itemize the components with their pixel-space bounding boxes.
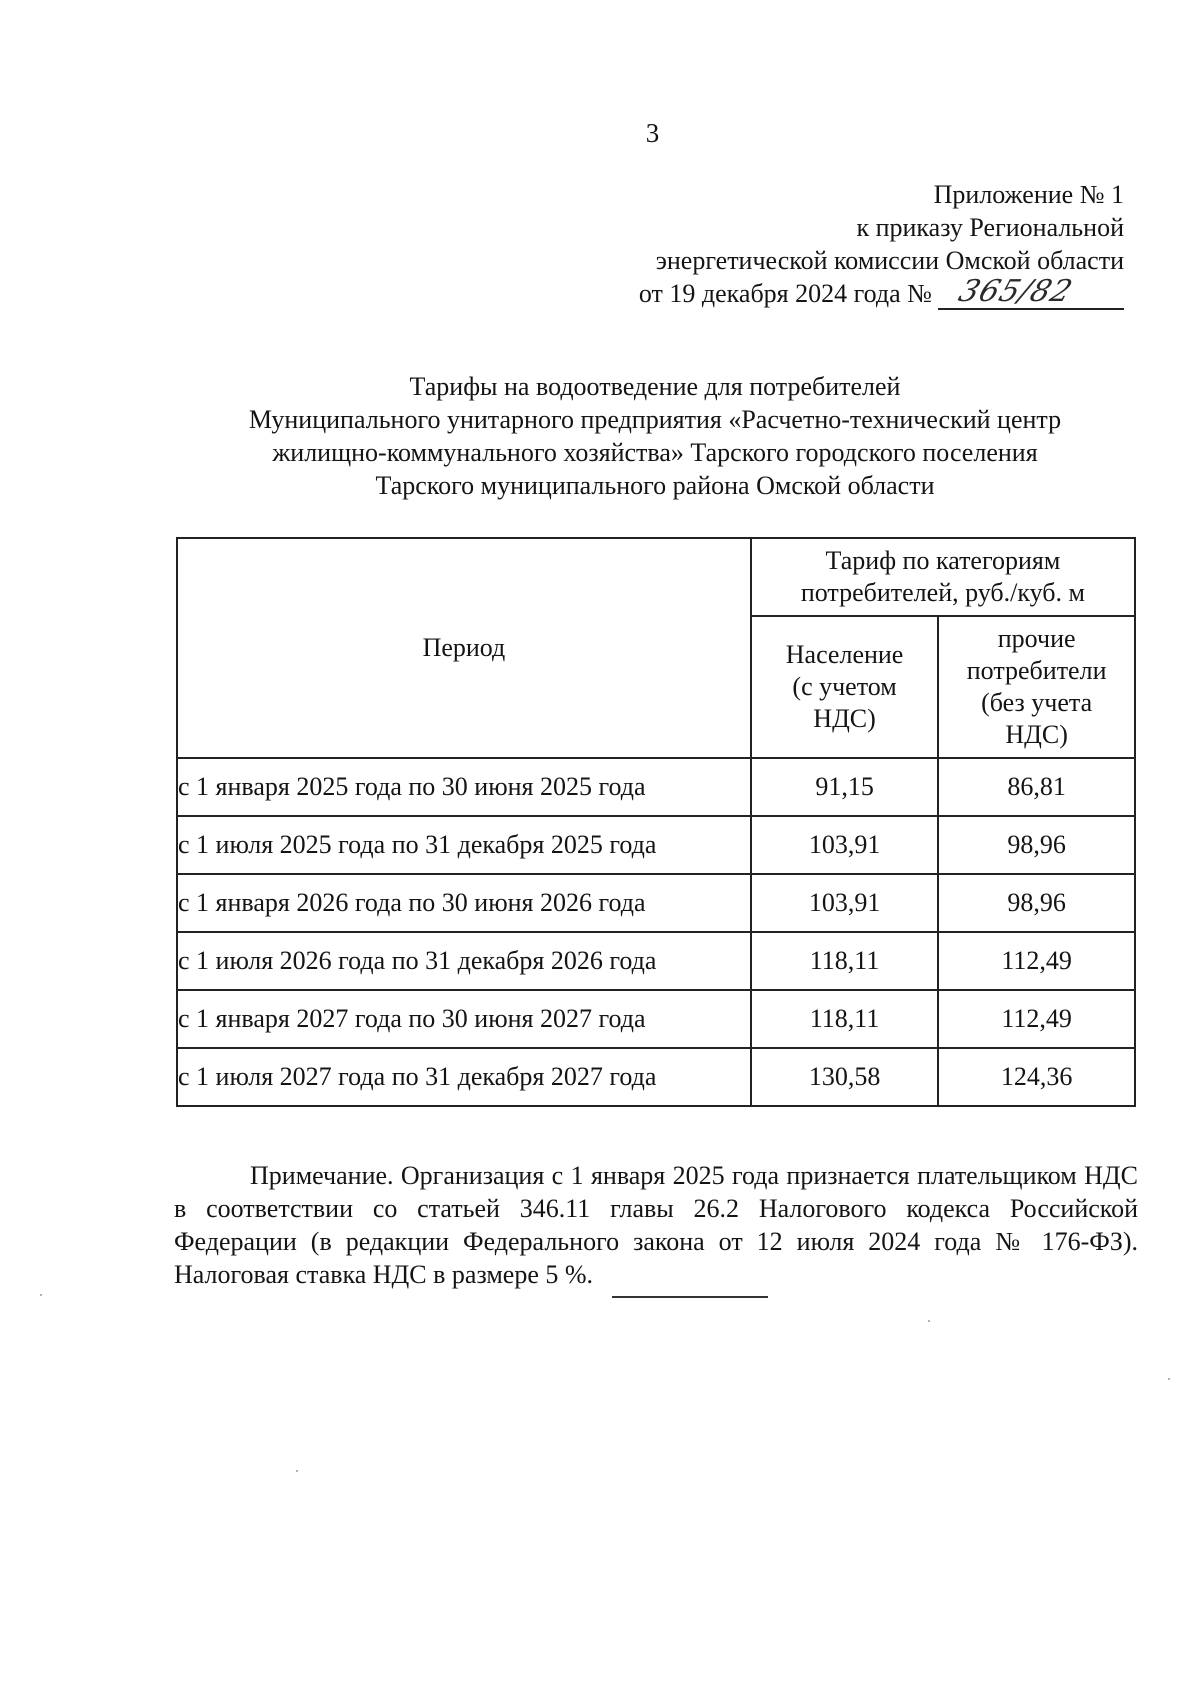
row-others-tariff: 124,36 (938, 1048, 1135, 1106)
row-period: с 1 июля 2027 года по 31 декабря 2027 года (177, 1048, 751, 1106)
header-tariff-group (751, 538, 1135, 616)
title-line-4: Тарского муниципального района Омской области (375, 471, 935, 500)
row-population-tariff: 103,91 (751, 816, 938, 874)
title-line-2: Муниципального унитарного предприятия «Расчетно-технический центр (248, 405, 1062, 434)
row-others-tariff: 86,81 (938, 758, 1135, 816)
appendix-title: Приложение № 1 (933, 180, 1124, 209)
table-row (177, 1048, 1135, 1106)
row-population-tariff: 118,11 (751, 990, 938, 1048)
row-population-tariff: 130,58 (751, 1048, 938, 1106)
tariff-table (176, 537, 1136, 1107)
table-row (177, 932, 1135, 990)
row-period: с 1 января 2027 года по 30 июня 2027 года (177, 990, 751, 1048)
row-others-tariff: 98,96 (938, 874, 1135, 932)
row-others-tariff: 98,96 (938, 816, 1135, 874)
appendix-header (639, 178, 1124, 310)
row-period: с 1 января 2025 года по 30 июня 2025 года (177, 758, 751, 816)
document-title (150, 370, 1160, 502)
header-population (751, 616, 938, 758)
header-tariff-group-text: Тариф по категориям потребителей, руб./куб. м (800, 546, 1085, 607)
appendix-order-ref: к приказу Региональной (856, 213, 1124, 242)
row-others-tariff: 112,49 (938, 932, 1135, 990)
scan-speck (1168, 1378, 1170, 1380)
table-row (177, 758, 1135, 816)
header-others (938, 616, 1135, 758)
table-row (177, 990, 1135, 1048)
order-number-field (938, 274, 1124, 310)
table-row (177, 874, 1135, 932)
scan-speck (40, 1294, 42, 1296)
row-period: с 1 июля 2025 года по 31 декабря 2025 года (177, 816, 751, 874)
table-row (177, 816, 1135, 874)
handwritten-order-number: 365/82 (954, 274, 1078, 309)
row-period: с 1 января 2026 года по 30 июня 2026 года (177, 874, 751, 932)
end-divider (612, 1296, 768, 1298)
row-population-tariff: 103,91 (751, 874, 938, 932)
appendix-date-line (638, 274, 1124, 310)
header-others-text: прочие потребители (без учета НДС) (966, 624, 1107, 749)
page-number: 3 (645, 118, 660, 148)
scan-speck (296, 1470, 298, 1472)
title-line-1: Тарифы на водоотведение для потребителей (409, 372, 901, 401)
scan-speck (928, 1320, 930, 1322)
header-period: Период (177, 538, 751, 758)
row-population-tariff: 91,15 (751, 758, 938, 816)
row-population-tariff: 118,11 (751, 932, 938, 990)
appendix-date: от 19 декабря 2024 года № (638, 279, 932, 308)
note-paragraph: Примечание. Организация с 1 января 2025 года признается плательщиком НДС в соответствии со статьей 346.11 главы 26.2 Налогового кодекса Российской Федерации (в редакции Федерального закона от 12 июля 2024 года № 176-ФЗ). Налоговая ставка НДС в размере 5 %. (174, 1161, 1138, 1289)
appendix-commission: энергетической комиссии Омской области (655, 246, 1124, 275)
row-others-tariff: 112,49 (938, 990, 1135, 1048)
title-line-3: жилищно-коммунального хозяйства» Тарского городского поселения (272, 438, 1038, 467)
header-population-text: Население (с учетом НДС) (785, 640, 904, 733)
row-period: с 1 июля 2026 года по 31 декабря 2026 года (177, 932, 751, 990)
